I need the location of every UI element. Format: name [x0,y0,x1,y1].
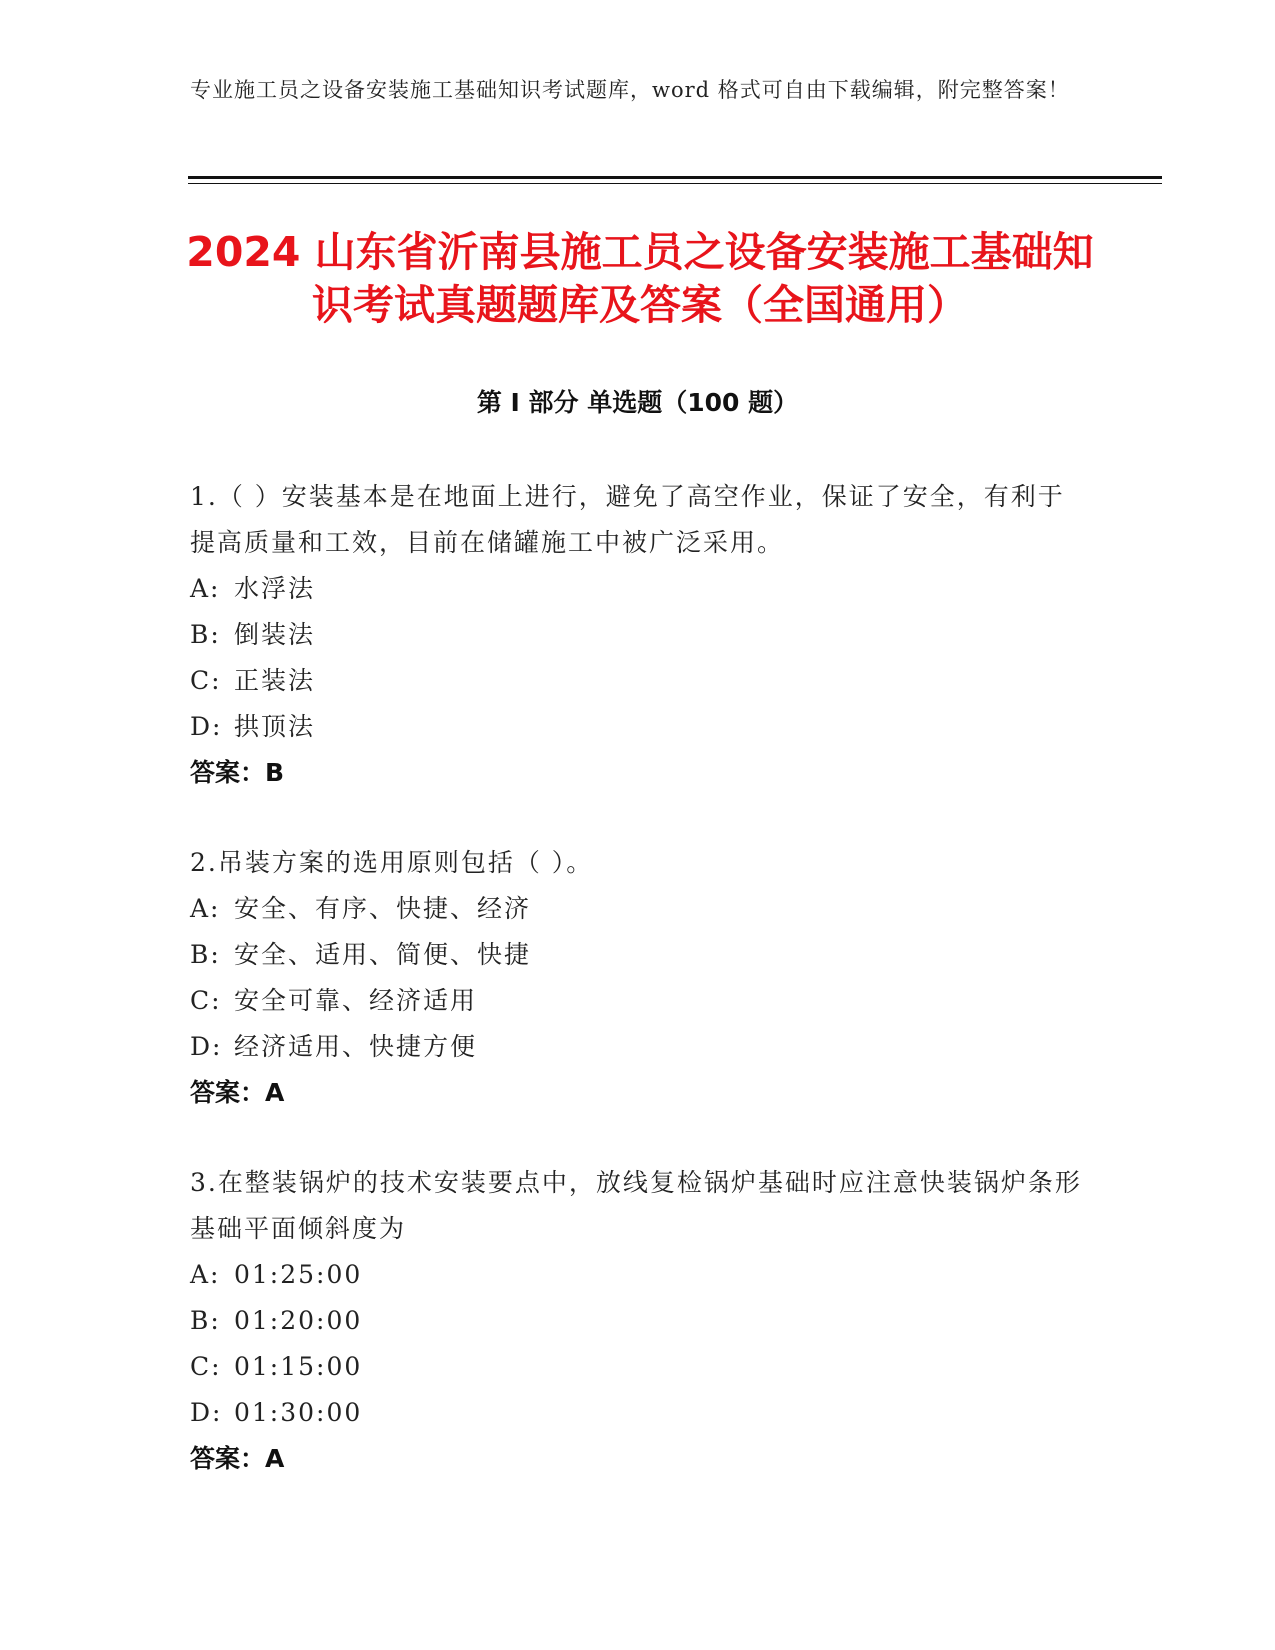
option-key: C: [190,1352,222,1381]
option-text: 倒装法 [234,620,316,649]
option-d [190,1024,1090,1070]
question-stem: 3.在整装锅炉的技术安装要点中，放线复检锅炉基础时应注意快装锅炉条形基础平面倾斜度为 [190,1168,1082,1243]
option-c [190,658,1090,704]
option-a [190,886,1090,932]
option-d [190,704,1090,750]
option-text: 01:25:00 [234,1260,363,1289]
option-b [190,612,1090,658]
option-key: B: [190,1306,221,1335]
option-text: 正装法 [234,666,316,695]
option-key: C: [190,986,222,1015]
question-2 [190,840,1090,1116]
option-text: 安全可靠、经济适用 [234,986,478,1015]
header-rule-thick [188,176,1162,179]
option-key: D: [190,1032,223,1061]
option-text: 安全、适用、简便、快捷 [234,940,532,969]
option-b [190,1298,1090,1344]
option-key: A: [190,894,221,923]
answer: 答案：B [190,758,285,787]
option-c [190,978,1090,1024]
option-d [190,1390,1090,1436]
question-list [190,474,1090,1526]
option-key: C: [190,666,222,695]
option-text: 01:20:00 [234,1306,363,1335]
question-1 [190,474,1090,796]
option-b [190,932,1090,978]
question-stem: 2.吊装方案的选用原则包括（ ）。 [190,848,594,877]
option-key: D: [190,712,223,741]
header-rule-thin [188,183,1162,184]
option-text: 拱顶法 [234,712,316,741]
question-stem: 1.（ ）安装基本是在地面上进行，避免了高空作业，保证了安全，有利于提高质量和工效，目前在储罐施工中被广泛采用。 [190,482,1065,557]
option-text: 安全、有序、快捷、经济 [234,894,532,923]
document-title: 2024 山东省沂南县施工员之设备安装施工基础知识考试真题题库及答案（全国通用） [186,228,1094,329]
option-a [190,566,1090,612]
option-text: 经济适用、快捷方便 [234,1032,478,1061]
header-note: 专业施工员之设备安装施工基础知识考试题库，word 格式可自由下载编辑，附完整答案！ [190,78,1070,102]
option-c [190,1344,1090,1390]
option-key: D: [190,1398,223,1427]
answer: 答案：A [190,1078,285,1107]
option-key: B: [190,620,221,649]
option-text: 01:15:00 [234,1352,363,1381]
section-title: 第 I 部分 单选题（100 题） [476,388,799,417]
option-text: 01:30:00 [234,1398,363,1427]
question-3 [190,1160,1090,1482]
option-text: 水浮法 [234,574,316,603]
option-a [190,1252,1090,1298]
option-key: A: [190,574,221,603]
answer: 答案：A [190,1444,285,1473]
option-key: B: [190,940,221,969]
option-key: A: [190,1260,221,1289]
